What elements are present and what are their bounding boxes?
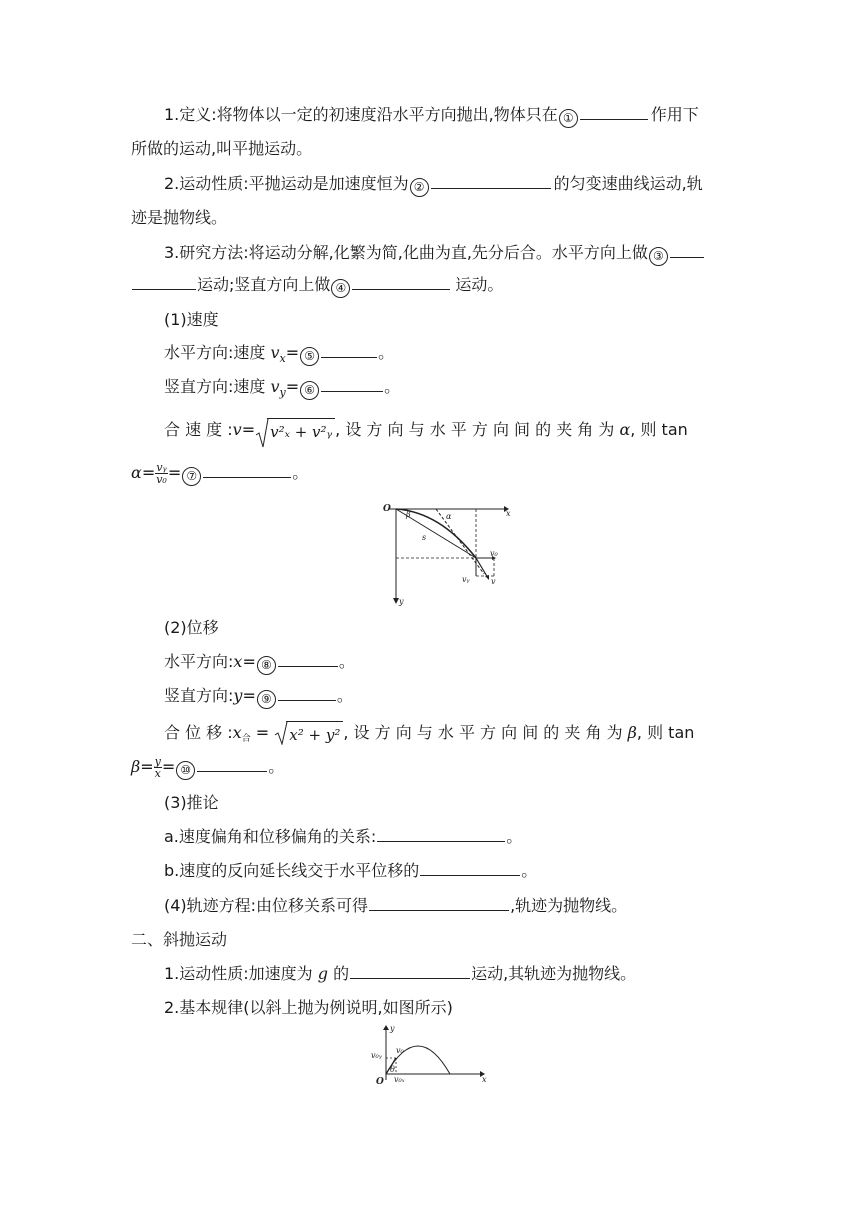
blank-number-9: ⑨: [257, 690, 276, 709]
oblique-property: 1.运动性质:加速度为 g 的 运动,其轨迹为抛物线。: [164, 964, 637, 983]
answer-blank-oblique[interactable]: [350, 964, 470, 979]
sqrt-velocity: v²ₓ + v²ᵧ: [255, 418, 335, 443]
corollary-a: a.速度偏角和位移偏角的关系: 。: [164, 827, 523, 846]
p2-line1: 2.运动性质:平抛运动是加速度恒为 ② 的匀变速曲线运动,轨: [164, 173, 703, 197]
velocity-tan: α= $\frac{\text{vᵧ}}{\text{v₀}}$ = ⑦ 。: [131, 461, 309, 486]
section-oblique-title: 二、斜抛运动: [131, 930, 228, 949]
section-corollary-title: (3)推论: [164, 793, 219, 812]
svg-text:v₀ₓ: v₀ₓ: [394, 1075, 405, 1084]
answer-blank-8[interactable]: [278, 652, 338, 667]
p1-line1: 1.定义:将物体以一定的初速度沿水平方向抛出,物体只在 ① 作用下: [164, 104, 699, 128]
svg-text:x: x: [506, 509, 511, 518]
answer-blank-9[interactable]: [278, 686, 336, 701]
p3-line1: 3.研究方法:将运动分解,化繁为简,化曲为直,先分后合。水平方向上做 ③: [164, 242, 705, 266]
svg-text:v₀: v₀: [490, 549, 498, 558]
answer-blank-2[interactable]: [431, 174, 551, 189]
answer-blank-5[interactable]: [321, 343, 377, 358]
answer-blank-4[interactable]: [352, 275, 450, 290]
answer-blank-trajectory[interactable]: [369, 896, 509, 911]
corollary-b: b.速度的反向延长线交于水平位移的 。: [164, 861, 538, 880]
svg-text:s: s: [422, 533, 427, 542]
blank-number-1: ①: [559, 109, 578, 128]
fraction-y-x: $\frac{y}{x}$: [154, 755, 161, 780]
displacement-resultant: 合 位 移 :x合 = x² + y² , 设 方 向 与 水 平 方 向 间 的 夹 角 为 β, 则 tan: [164, 723, 695, 744]
trajectory-equation: (4)轨迹方程:由位移关系可得 ,轨迹为抛物线。: [164, 896, 628, 915]
p3-line2: 运动;竖直方向上做 ④ 运动。: [131, 274, 503, 298]
displacement-vertical: 竖直方向:y= ⑨ 。: [164, 685, 353, 709]
displacement-horizontal: 水平方向:x= ⑧ 。: [164, 651, 355, 675]
fraction-vy-v0: $\frac{\text{vᵧ}}{\text{v₀}}$: [156, 461, 167, 486]
blank-number-5: ⑤: [300, 347, 319, 366]
origin-label: O: [383, 504, 391, 514]
answer-blank-7[interactable]: [203, 463, 291, 478]
displacement-tan: β= $\frac{y}{x}$ = ⑩ 。: [131, 755, 285, 780]
section-velocity-title: (1)速度: [164, 310, 219, 329]
svg-text:x: x: [482, 1075, 487, 1084]
velocity-resultant: 合 速 度 :v= v²ₓ + v²ᵧ , 设 方 向 与 水 平 方 向 间 的 夹 角 为 α, 则 tan: [164, 418, 730, 443]
oblique-rules: 2.基本规律(以斜上抛为例说明,如图所示): [164, 998, 453, 1017]
velocity-horizontal: 水平方向:速度 $v_x=$ ⑤ 。: [164, 343, 395, 365]
oblique-projectile-diagram: [368, 1024, 492, 1090]
answer-blank-3a[interactable]: [670, 243, 704, 258]
blank-number-2: ②: [410, 178, 429, 197]
answer-blank-3b[interactable]: [132, 275, 196, 290]
svg-text:α: α: [446, 512, 452, 521]
p2-line2: 迹是抛物线。: [131, 208, 228, 227]
blank-number-8: ⑧: [257, 656, 276, 675]
svg-text:vᵧ: vᵧ: [462, 575, 470, 584]
p1-line2: 所做的运动,叫平抛运动。: [131, 139, 313, 158]
section-displacement-title: (2)位移: [164, 618, 219, 637]
origin-label: O: [376, 1077, 384, 1087]
blank-number-6: ⑥: [300, 381, 319, 400]
svg-text:θ: θ: [390, 1065, 395, 1074]
svg-text:y: y: [390, 1024, 395, 1033]
v-vector: [476, 558, 488, 578]
velocity-vertical: 竖直方向:速度 $v_y=$ ⑥ 。: [164, 377, 401, 399]
svg-text:v₀ᵧ: v₀ᵧ: [371, 1051, 382, 1060]
answer-blank-6[interactable]: [321, 377, 383, 392]
blank-number-7: ⑦: [182, 467, 201, 486]
blank-number-4: ④: [331, 279, 350, 298]
answer-blank-1[interactable]: [580, 105, 648, 120]
answer-blank-corollary-a[interactable]: [377, 827, 505, 842]
svg-text:β: β: [406, 510, 411, 519]
answer-blank-corollary-b[interactable]: [420, 861, 520, 876]
blank-number-3: ③: [649, 247, 668, 266]
answer-blank-10[interactable]: [197, 757, 267, 772]
sqrt-displacement: x² + y²: [274, 721, 343, 746]
projectile-diagram: [378, 500, 514, 610]
svg-text:y: y: [399, 597, 404, 606]
velocity-extension: [436, 509, 484, 574]
svg-text:v: v: [491, 577, 496, 586]
blank-number-10: ⑩: [176, 761, 195, 780]
svg-text:v₀: v₀: [396, 1046, 404, 1055]
